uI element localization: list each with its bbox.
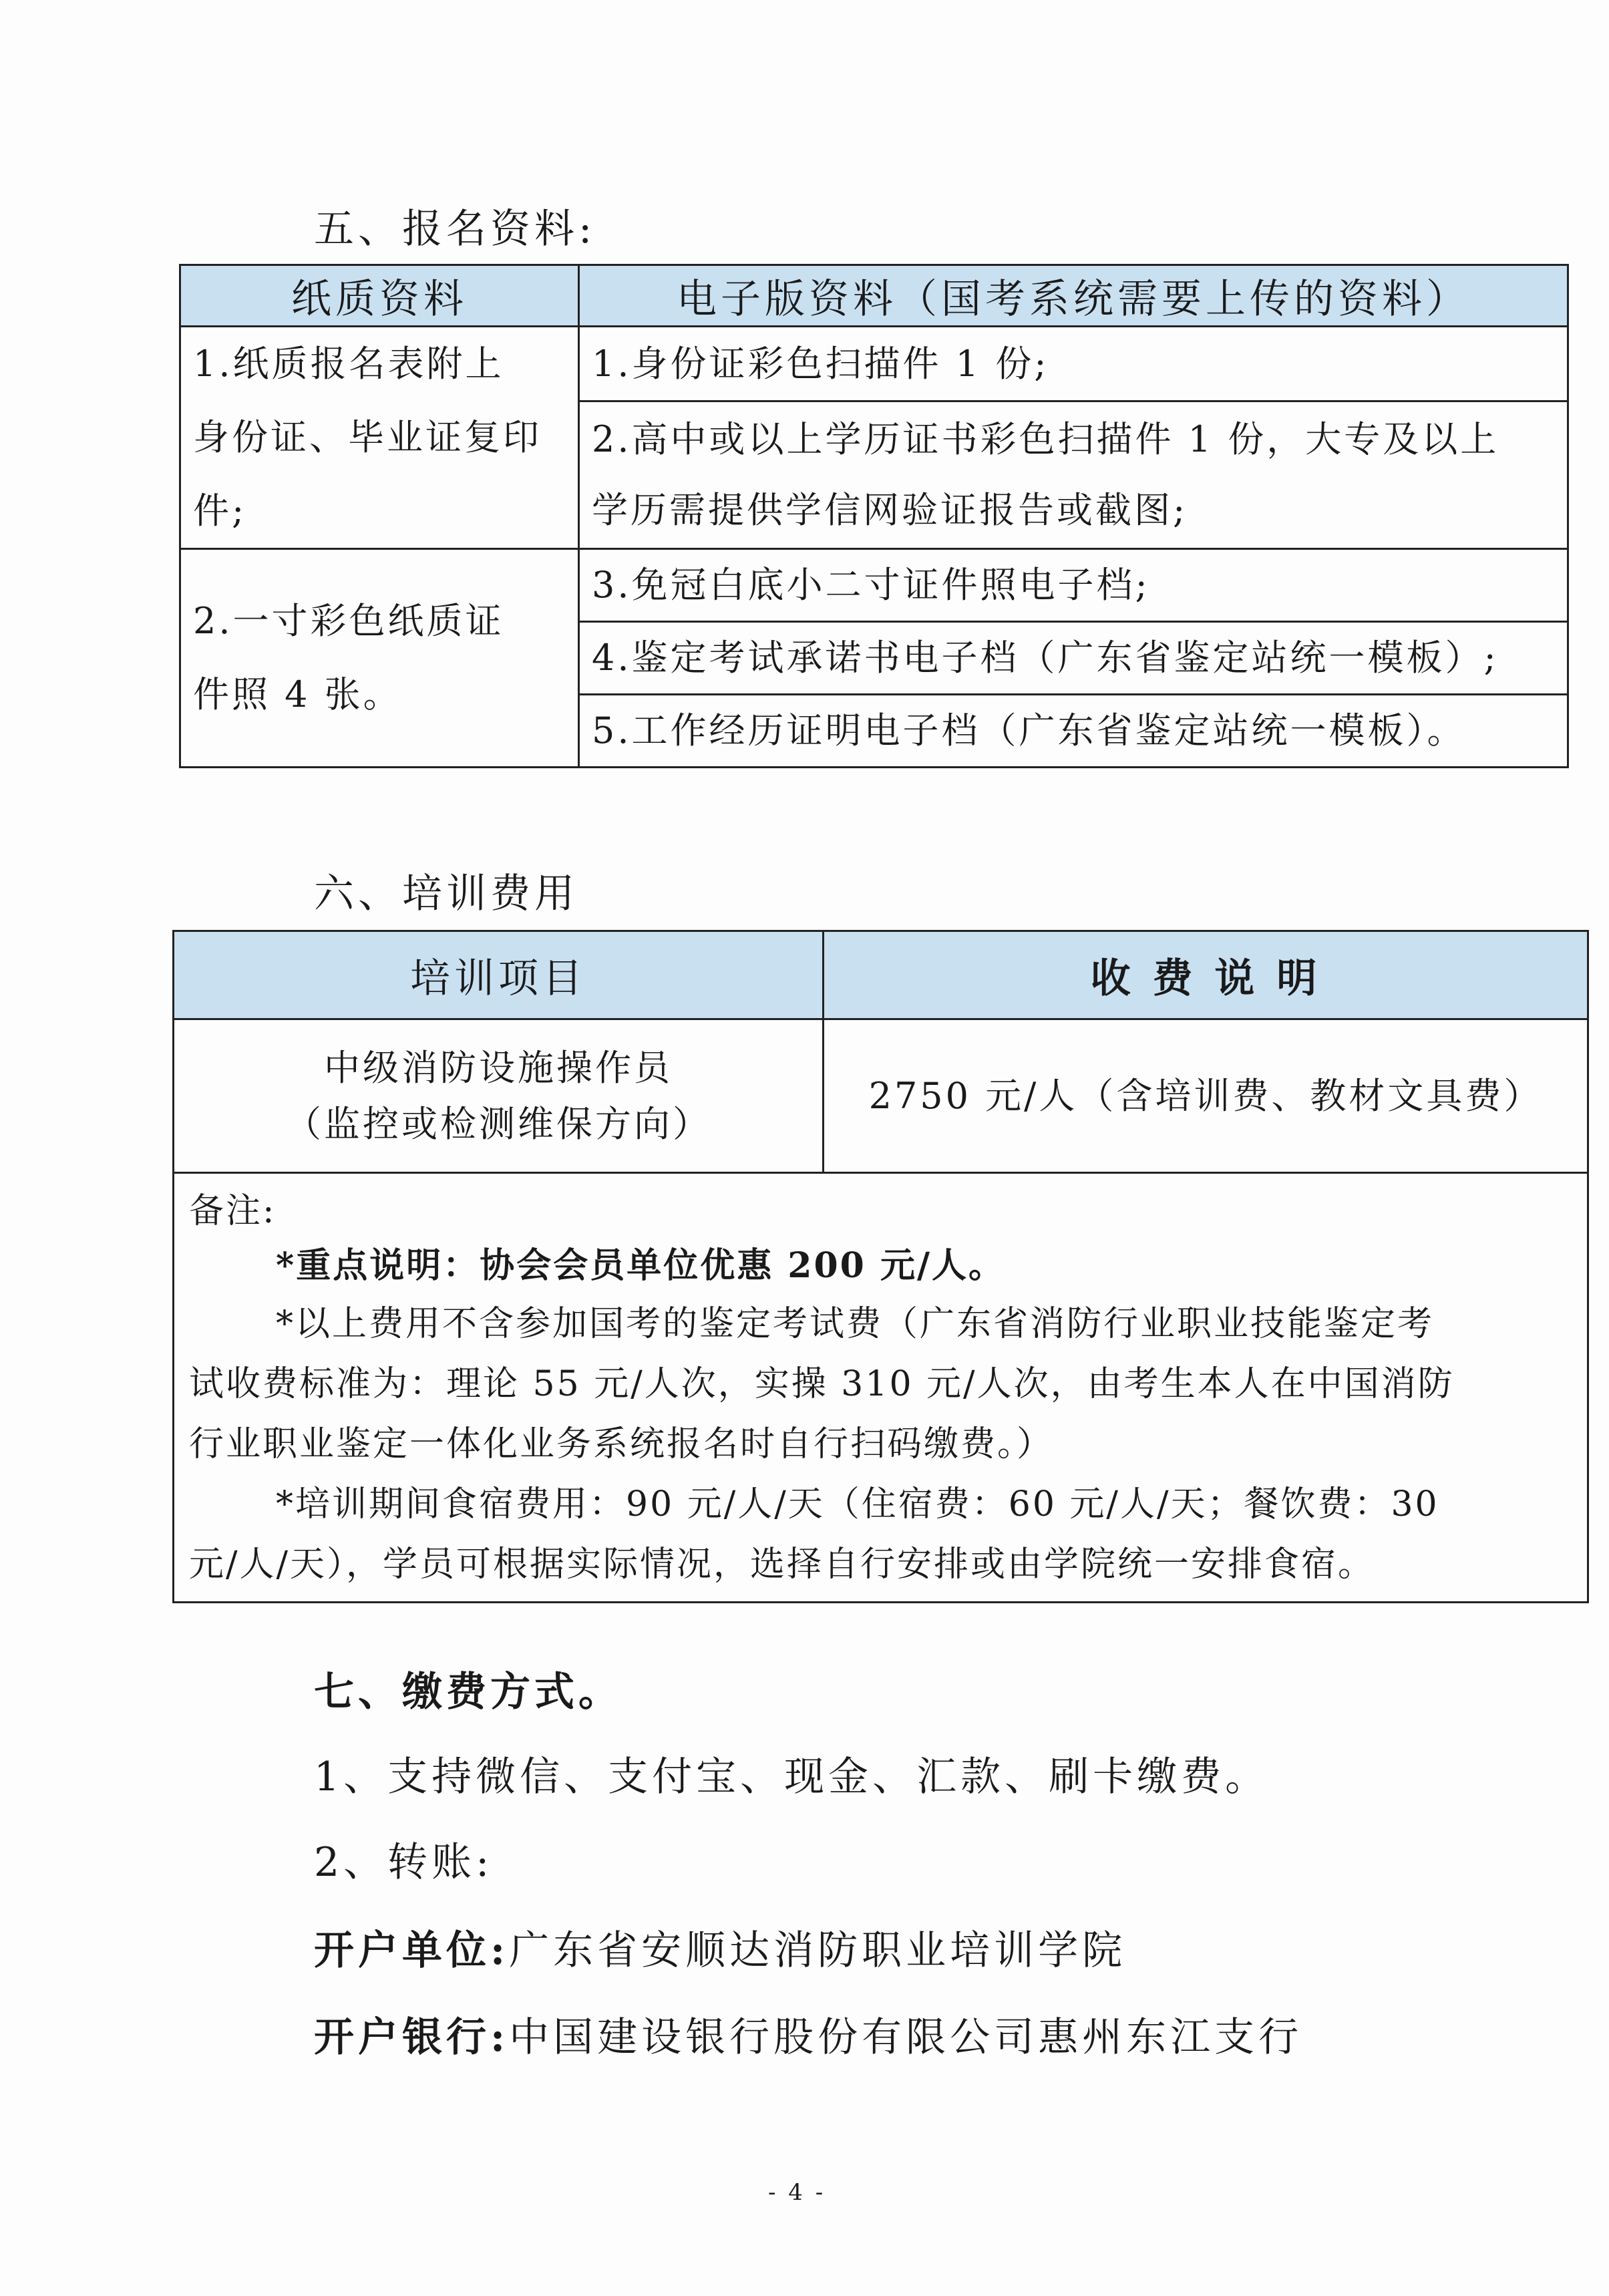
account-holder-row — [314, 1919, 1126, 1976]
account-holder-label: 开户单位: — [314, 1927, 510, 1974]
electronic-item-1: 1.身份证彩色扫描件 1 份; — [579, 327, 1568, 401]
note-exam-fee-line-2: 试收费标准为：理论 55 元/人次，实操 310 元/人次，由考生本人在中国消防 — [189, 1364, 1455, 1404]
training-fees-table — [172, 930, 1589, 1603]
col-header-training-item: 培训项目 — [174, 931, 824, 1019]
bank-label: 开户银行: — [314, 2014, 510, 2061]
bank-row — [314, 2005, 1302, 2063]
note-lodging-line-1: *培训期间食宿费用：90 元/人/天（住宿费：60 元/人/天；餐饮费：30 — [276, 1484, 1439, 1524]
section-heading-registration: 五、报名资料: — [314, 206, 596, 253]
page-number: - 4 - — [768, 2179, 826, 2206]
fee-notes — [174, 1173, 1588, 1603]
notes-title: 备注: — [189, 1191, 277, 1231]
training-fee-value: 2750 元/人（含培训费、教材文具费） — [824, 1019, 1588, 1173]
payment-method-2: 2、转账: — [314, 1839, 494, 1886]
section-heading-fees: 六、培训费用 — [314, 870, 578, 917]
paper-item-2: 2.一寸彩色纸质证 件照 4 张。 — [180, 549, 579, 768]
note-exam-fee-line-3: 行业职业鉴定一体化业务系统报名时自行扫码缴费。） — [189, 1424, 1054, 1464]
account-holder-value: 广东省安顺达消防职业培训学院 — [509, 1927, 1127, 1974]
col-header-fee-description: 收 费 说 明 — [824, 931, 1588, 1019]
electronic-item-2: 2.高中或以上学历证书彩色扫描件 1 份，大专及以上 学历需提供学信网验证报告或截图; — [579, 401, 1568, 549]
col-header-paper: 纸质资料 — [180, 265, 579, 327]
col-header-electronic: 电子版资料（国考系统需要上传的资料） — [579, 265, 1568, 327]
bank-value: 中国建设银行股份有限公司惠州东江支行 — [509, 2014, 1303, 2061]
electronic-item-3: 3.免冠白底小二寸证件照电子档; — [579, 549, 1568, 622]
note-member-discount: *重点说明：协会会员单位优惠 200 元/人。 — [276, 1245, 1005, 1286]
paper-item-1: 1.纸质报名表附上 身份证、毕业证复印 件; — [180, 327, 579, 549]
electronic-item-4: 4.鉴定考试承诺书电子档（广东省鉴定站统一模板）; — [579, 622, 1568, 695]
registration-materials-table — [179, 264, 1569, 768]
note-lodging-line-2: 元/人/天），学员可根据实际情况，选择自行安排或由学院统一安排食宿。 — [189, 1544, 1375, 1585]
electronic-item-5: 5.工作经历证明电子档（广东省鉴定站统一模板）。 — [579, 695, 1568, 768]
training-item-name: 中级消防设施操作员 （监控或检测维保方向） — [174, 1019, 824, 1173]
note-exam-fee-line-1: *以上费用不含参加国考的鉴定考试费（广东省消防行业职业技能鉴定考 — [276, 1304, 1435, 1344]
section-heading-payment: 七、缴费方式。 — [314, 1669, 622, 1715]
payment-method-1: 1、支持微信、支付宝、现金、汇款、刷卡缴费。 — [314, 1754, 1270, 1800]
